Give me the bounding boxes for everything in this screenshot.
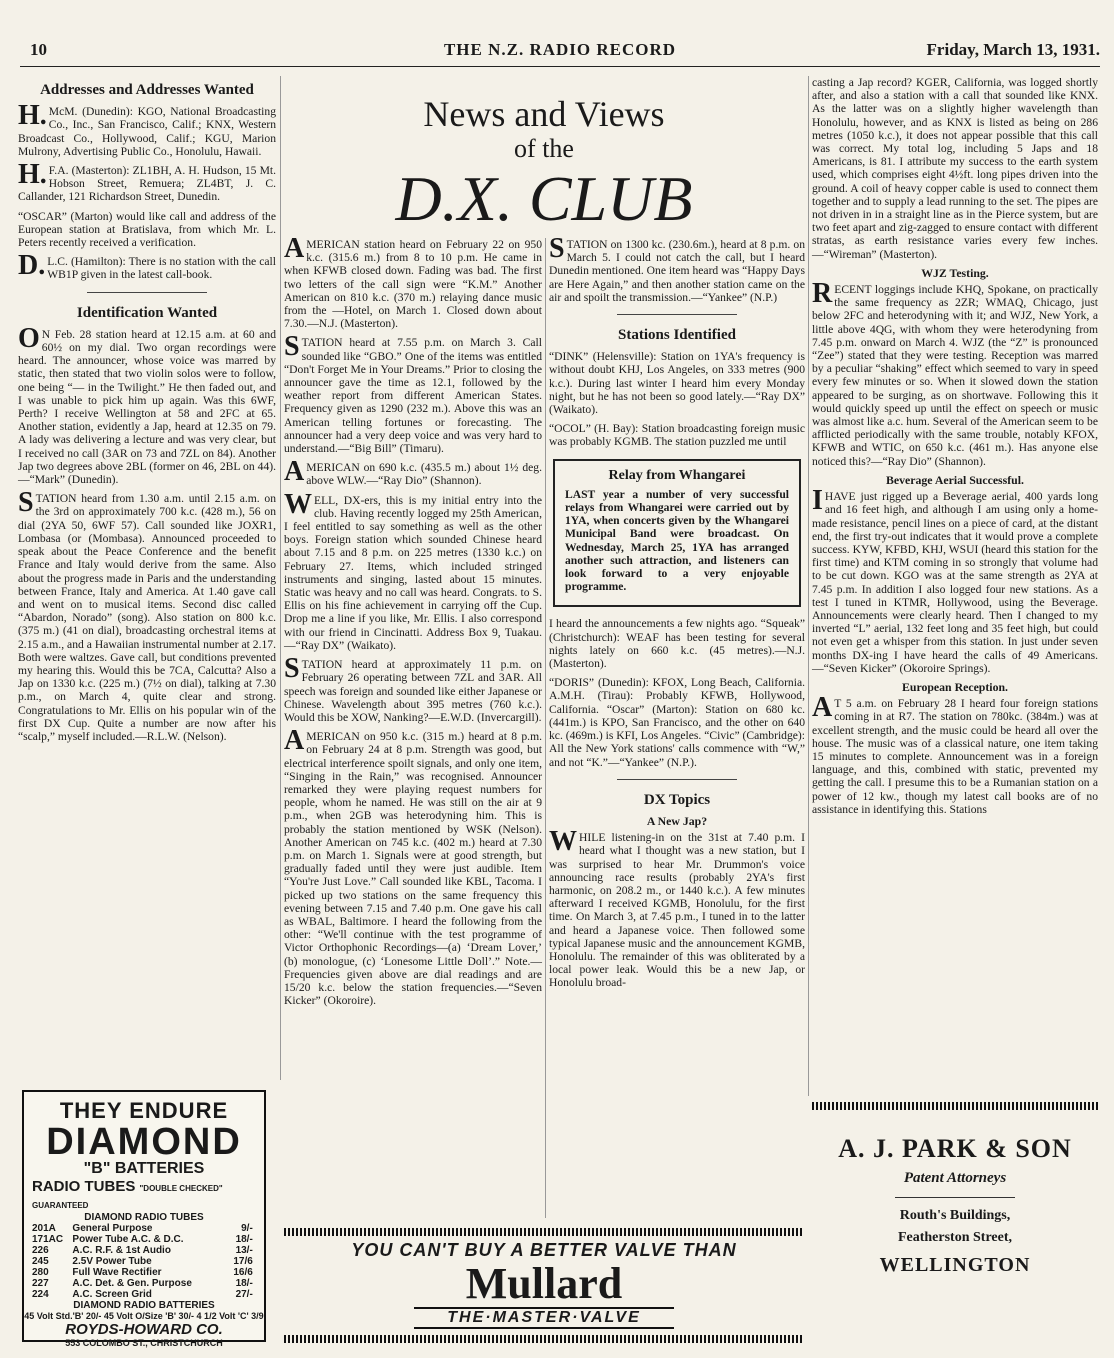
column-4 (812, 76, 1098, 822)
publication-title: THE N.Z. RADIO RECORD (443, 40, 677, 59)
article-paragraph: “DINK” (Helensville): Station on 1YA's frequency is without doubt KHJ, Los Angeles, on 333 metres (900 k.c.). During last winter I heard him every Monday night, but he has not been so good lately.—“Ray DX” (Waikato). (549, 350, 805, 417)
advertiser-name: ROYDS-HOWARD CO. (65, 1321, 223, 1338)
decorative-border (284, 1335, 804, 1343)
section-divider (87, 292, 207, 293)
article-paragraph: “OSCAR” (Marton) would like call and address of the European station at Bratislava, from which Mr. L. Peters recently received a verification. (18, 209, 276, 250)
article-paragraph: AMERICAN on 690 k.c. (435.5 m.) about 1½ deg. above WLW.—“Ray Dio” (Shannon). (284, 456, 542, 488)
notice-text: LAST year a number of very successful relays from Whangarei were carried out by 1YA, when concerts given by the Whangarei Municipal Band were broadcast. On Wednesday, March 25, 1YA has arranged another such attraction, and listeners can look forward to a very enjoyable programme. (565, 487, 789, 594)
relay-notice-box (553, 459, 801, 608)
masthead-rule (20, 66, 1100, 67)
article-paragraph: H.McM. (Dunedin): KGO, National Broadcasting Co., Inc., San Francisco, Calif.; KNX, Western Broadcast Co., Hollywood, Calif.; KGU, Marion Mulrony, Advertising Public Co., Honolulu, Hawaii. (18, 100, 276, 158)
mullard-advert (284, 1228, 804, 1346)
section-heading: Stations Identified (618, 327, 736, 344)
price-list-heading: DIAMOND RADIO TUBES (84, 1212, 204, 1223)
park-and-son-advert (812, 1102, 1098, 1342)
article-paragraph: WHILE listening-in on the 31st at 7.40 p.m. I heard what I thought was a new station, but I was surprised to hear Mr. Drummon's voice announcing race results (probably 2YA's first harmonic, on 208.2 m., or 1440 k.c.). A few minutes afterward I received KGMB, Honolulu, for the first time. On March 3, at 7.45 p.m., I tuned in to the latter and heard a Japanese voice. Then followed some typical Japanese music and the announcement KGMB, Honolulu. The remainder of this was obliterated by a local power leak. Would this be a new Jap, or Honolulu broad- (549, 826, 805, 990)
issue-date: Friday, March 13, 1931. (926, 40, 1100, 59)
heading-line: of the (514, 134, 574, 163)
article-paragraph: RECENT loggings include KHQ, Spokane, on practically the same frequency as 2ZR; WMAQ, Chicago, just below 2FC and heterodyning with it; and WJZ, New York, a little above 4QG, with whom they were heterodyning from 7.45 p.m. onward on March 4. WJZ (the “Z” is pronounced “Zee”) stated that they were testing. Reception was marred by a peculiar “shaking” effect which seemed to vary in speed every few minutes or so. When it slowed down the station appeared to be surging, as on shortwave. Following this it would quickly speed up until the effect on speech or music was almost like a.c. hum. Several of the American seem to be afflicted periodically with the same trouble, notably KFOX, KFWB and WTIC, on 650 k.c. (461 m.). Has anyone else noticed this?—“Ray Dio” (Shannon). (812, 278, 1098, 468)
price-row: 224 A.C. Screen Grid 27/- (32, 1289, 253, 1300)
product-name: RADIO TUBES (32, 1178, 136, 1195)
advertiser-address: 553 COLOMBO ST., CHRISTCHURCH (65, 1338, 223, 1348)
subheading: A New Jap? (646, 813, 708, 828)
divider (895, 1197, 1015, 1198)
section-divider (617, 314, 737, 315)
column-rule (280, 76, 281, 1080)
product-tagline: "DOUBLE CHECKED" GUARANTEED (32, 1184, 223, 1210)
article-paragraph: H.F.A. (Masterton): ZL1BH, A. H. Hudson, 15 Mt. Hobson Street, Remuera; ZL4BT, J. C. Callander, 121 Richardson Street, Dunedin. (18, 159, 276, 204)
page-number: 10 (30, 40, 47, 59)
article-paragraph: “DORIS” (Dunedin): KFOX, Long Beach, California. A.M.H. (Tirau): Probably KFWB, Hollywood, California. “Oscar” (Marton): Station on 680 kc. (441m.) is KPO, San Francisco, and the other on 640 kc. (469m.) is KFI, Los Angeles. “Civic” (Cambridge): All the New York stations' calls commence with “W,” and not “K.”—“Yankee” (N.P.). (549, 676, 805, 769)
price-row: 171AC Power Tube A.C. & D.C. 18/- (32, 1234, 253, 1245)
brand-logo: Mullard (465, 1259, 623, 1308)
article-paragraph: STATION heard at 7.55 p.m. on March 3. Call sounded like “GBO.” One of the items was entitled “Don't Forget Me in Your Dreams.” Prior to closing the announcer gave the time as 12.1, followed by the weather report from different American States. Frequency given as 1290 (232 m.). Above this was an American telling fortunes or forecasting. The announcer had a very deep voice and was very hard to understand.—“Big Bill” (Timaru). (284, 331, 542, 456)
advertiser-name: A. J. PARK & SON (838, 1134, 1072, 1163)
price-row: 201A General Purpose 9/- (32, 1223, 253, 1234)
article-paragraph: casting a Jap record? KGER, California, was logged shortly after, and also a station with a call that sounded like KNX. As the latter was on a slightly higher wavelength than Honolulu, however, and as KNX is listed as being on 286 metres (1050 k.c.), it does not appear possible that this call was correct. My total log, including 5 Japs and 18 Americans, is 81. I attribute my success to the earth system used, which comprises eight 4½ft. long pipes driven into the ground. A coil of heavy copper cable is used to connect them together and to supply a lead running to the set. The pipes are not driven in in a straight line as in the Pierce system, but are two feet apart and zig-zagged to ensure contact with different stratas, as earth resistance varies every few inches.—“Wireman” (Masterton). (812, 76, 1098, 261)
address-line: Featherston Street, (897, 1230, 1013, 1245)
column-2 (284, 233, 542, 1013)
subheading: WJZ Testing. (921, 265, 989, 280)
advertiser-profession: Patent Attorneys (903, 1170, 1007, 1186)
article-paragraph: “OCOL” (H. Bay): Station broadcasting foreign music was probably KGMB. The station puzzled me until (549, 422, 805, 449)
article-paragraph: ON Feb. 28 station heard at 12.15 a.m. at 60 and 60½ on my dial. Two organ recordings were heard. The announcer, whose voice was marred by static, then stated that two violin solos were to follow, one being “— in the Twilight.” He then faded out, and I was unable to pick him up again. Was this 6WF, Perth? I receive Wellington at 58 and 2FC at 65. Another station, evidently a Jap, heard at 12.35 on 79. A lady was delivering a lecture and was very clear, but I received no call (3AR on 73 and 7ZL on 84). Another Jap two degrees above 2BL (former on 46, 2BL on 44).—“Mark” (Dunedin). (18, 322, 276, 487)
battery-prices: 45 Volt Std.'B' 20/- 45 Volt O/Size 'B' 30/- 4 1/2 Volt 'C' 3/9 (24, 1311, 264, 1321)
section-heading: DX Topics (643, 791, 711, 808)
brand-logo: DIAMOND (46, 1121, 242, 1163)
price-row: 226 A.C. R.F. & 1st Audio 13/- (32, 1245, 253, 1256)
section-heading: Identification Wanted (76, 304, 218, 321)
advert-slogan: THEY ENDURE (59, 1098, 229, 1123)
article-paragraph: WELL, DX-ers, this is my initial entry into the club. Having recently logged my 25th American, I feel entitled to say something as well as the other boys. Foreign station which sounded Chinese heard about 7.15 and 8 p.m. on 225 metres (1330 k.c.) on February 27. Items, which included stringed instruments and singing, lasted about 15 minutes. Static was heavy and no call was heard. Congrats. to S. Ellis on his fine achievement in carrying off the Cup. Drop me a line if you like, Mr. Ellis. I also correspond with our friend in Cincinatti. Address Box 9, Tuakau.—“Ray DX” (Waikato). (284, 488, 542, 652)
subheading: Beverage Aerial Successful. (886, 472, 1024, 487)
column-1 (18, 76, 276, 749)
article-paragraph: STATION heard at approximately 11 p.m. on February 26 operating between 7ZL and 3AR. All speech was foreign and sounded like either Japanese or Chinese. Wavelength about 395 metres (760 k.c.). Would this be XOW, Nanking?—E.W.D. (Invercargill). (284, 653, 542, 724)
article-paragraph: STATION heard from 1.30 a.m. until 2.15 a.m. on the 3rd on approximately 700 k.c. (428 m.), 56 on dial (2YA 50, 6WF 57). Call sounded like JOXR1, Lombasa (or (Mombasa). Announced proceeded to speak about the Peace Conference and the benefit France and Italy would derive from the same. Also about the progress made in Paris and the understanding between France, Italy and America. At 1.40 gave call and went on to musical items. Second disc called “Abardon, Norado” (song). Also station on 800 k.c. (375 m.) (41 on dial), broadcasting orchestral items at 2.15 a.m., and a Hawaiian instrumental number at 2.17. Both were waltzes. Gave call, but conditions prevented my hearing this. Would this be 7CA, Calcutta? Also a Jap on 1330 k.c. (225 m.) (7½ on dial), talking at 7.30 p.m., on March 4, quite clear and strong. Congratulations to Mr. Ellis on his popular win of the first DX Cup. Quite a number are now after his “scalp,” myself included.—R.L.W. (Nelson). (18, 487, 276, 743)
advert-product: "B" BATTERIES (83, 1160, 205, 1177)
price-row: 280 Full Wave Rectifier 16/6 (32, 1267, 253, 1278)
article-paragraph: AT 5 a.m. on February 28 I heard four foreign stations coming in at R7. The station on 780kc. (384m.) was at excellent strength, and the music could be heard all over the house. The music was of a classical nature, one item taking 15 minutes to complete. Announcement was in a foreign language, and this, combined with static, prevented my getting the call. I presume this to be a Rumanian station on a power of 12 kw., though my latest call books are of no assistance in identifying this. Stations (812, 692, 1098, 816)
subheading: European Reception. (902, 679, 1008, 694)
advert-product (24, 1178, 264, 1212)
notice-heading: Relay from Whangarei (608, 467, 746, 483)
decorative-border (284, 1228, 804, 1236)
heading-title: D.X. CLUB (395, 163, 693, 234)
column-rule (808, 76, 809, 1096)
address-line: Routh's Buildings, (899, 1208, 1011, 1223)
price-list (32, 1223, 253, 1300)
article-paragraph: AMERICAN station heard on February 22 on 950 k.c. (315.6 m.) from 8 to 10 p.m. He came in when KFWB closed down. Fading was bad. The first two letters of the call sign were “K.M.” Another American on 810 k.c. (370 m.) relaying dance music from the —Hotel, on March 1. Closed down about 7.30.—N.J. (Masterton). (284, 233, 542, 331)
address-city: WELLINGTON (879, 1254, 1031, 1276)
battery-heading: DIAMOND RADIO BATTERIES (73, 1300, 215, 1311)
article-paragraph: STATION on 1300 kc. (230.6m.), heard at 8 p.m. on March 5. I could not catch the call, but I heard Dunedin mentioned. One item heard was “Happy Days are Here Again,” and then another station came on the air and spoilt the transmission.—“Yankee” (N.P.) (549, 233, 805, 304)
article-paragraph: AMERICAN on 950 k.c. (315 m.) heard at 8 p.m. on February 24 at 8 p.m. Strength was good, but electrical interference spoilt signals, and only one item, “Singing in the Rain,” was recognised. Announcer remarked they were playing request numbers for people, whom he named. He was still on the air at 9 p.m., when 2GB was heterodyning him. This is probably the station mentioned by WSK (Nelson). Another American on 745 k.c. (402 m.) heard at 7.30 p.m. on March 1. Signals were at good strength, but gradually faded until they were just audible. Item “You're Just Love.” Call sounded like KBL, Tacoma. I picked up two stations on the same frequency this evening between 7.15 and 7.40 p.m. One gave his call as WBAL, Baltimore. I heard the following from the other: “We'll continue with the test programme of Victor Orthophonic Recordings—(a) ‘Dream Lover,’ (b) monologue, (c) ‘Lonesome Little Doll’.” Note.—Frequencies given above are dial readings and are 15/20 k.c. below the station frequencies.—“Seven Kicker” (Okoroire). (284, 725, 542, 1008)
column-3 (549, 233, 805, 996)
price-row: 227 A.C. Det. & Gen. Purpose 18/- (32, 1278, 253, 1289)
brand-tagline: THE·MASTER·VALVE (414, 1307, 674, 1329)
heading-line: News and Views (423, 94, 665, 134)
article-paragraph: IHAVE just rigged up a Beverage aerial, 400 yards long and 16 feet high, and although I am using only a home-made resistance, pencil lines on a piece of card, at the distant end, the first try-out indicates that it would prove a complete success. KYW, KFBD, KHJ, WSUI (heard this station for the first time) and KTM coming in so strongly that volume had to be cut down. KGO was at the same strength as 2YA at 7.45 p.m. In addition I also logged four new stations. As a test I tuned in KTMR, Hollywood, using the Beverage. Announcements were clearly heard. Then I changed to my inverted “L” aerial, 132 feet long and 35 feet high, but could not even get a whisper from this station. In just under seven months DX-ing I have heard the calls of 49 Americans.—“Seven Kicker” (Okoroire Springs). (812, 485, 1098, 675)
article-paragraph: D.L.C. (Hamilton): There is no station with the call WB1P given in the latest call-book. (18, 250, 276, 282)
section-divider (617, 779, 737, 780)
column-rule (545, 238, 546, 1218)
article-paragraph: I heard the announcements a few nights ago. “Squeak” (Christchurch): WEAF has been testing for several nights lately on 660 k.c. (45 metres).—N.J. (Masterton). (549, 617, 805, 671)
advert-slogan: YOU CAN'T BUY A BETTER VALVE THAN (351, 1240, 737, 1260)
price-row: 245 2.5V Power Tube 17/6 (32, 1256, 253, 1267)
diamond-batteries-advert (22, 1090, 266, 1348)
section-heading: Addresses and Addresses Wanted (40, 82, 254, 98)
dx-club-heading (284, 94, 804, 234)
decorative-border (812, 1102, 1098, 1110)
